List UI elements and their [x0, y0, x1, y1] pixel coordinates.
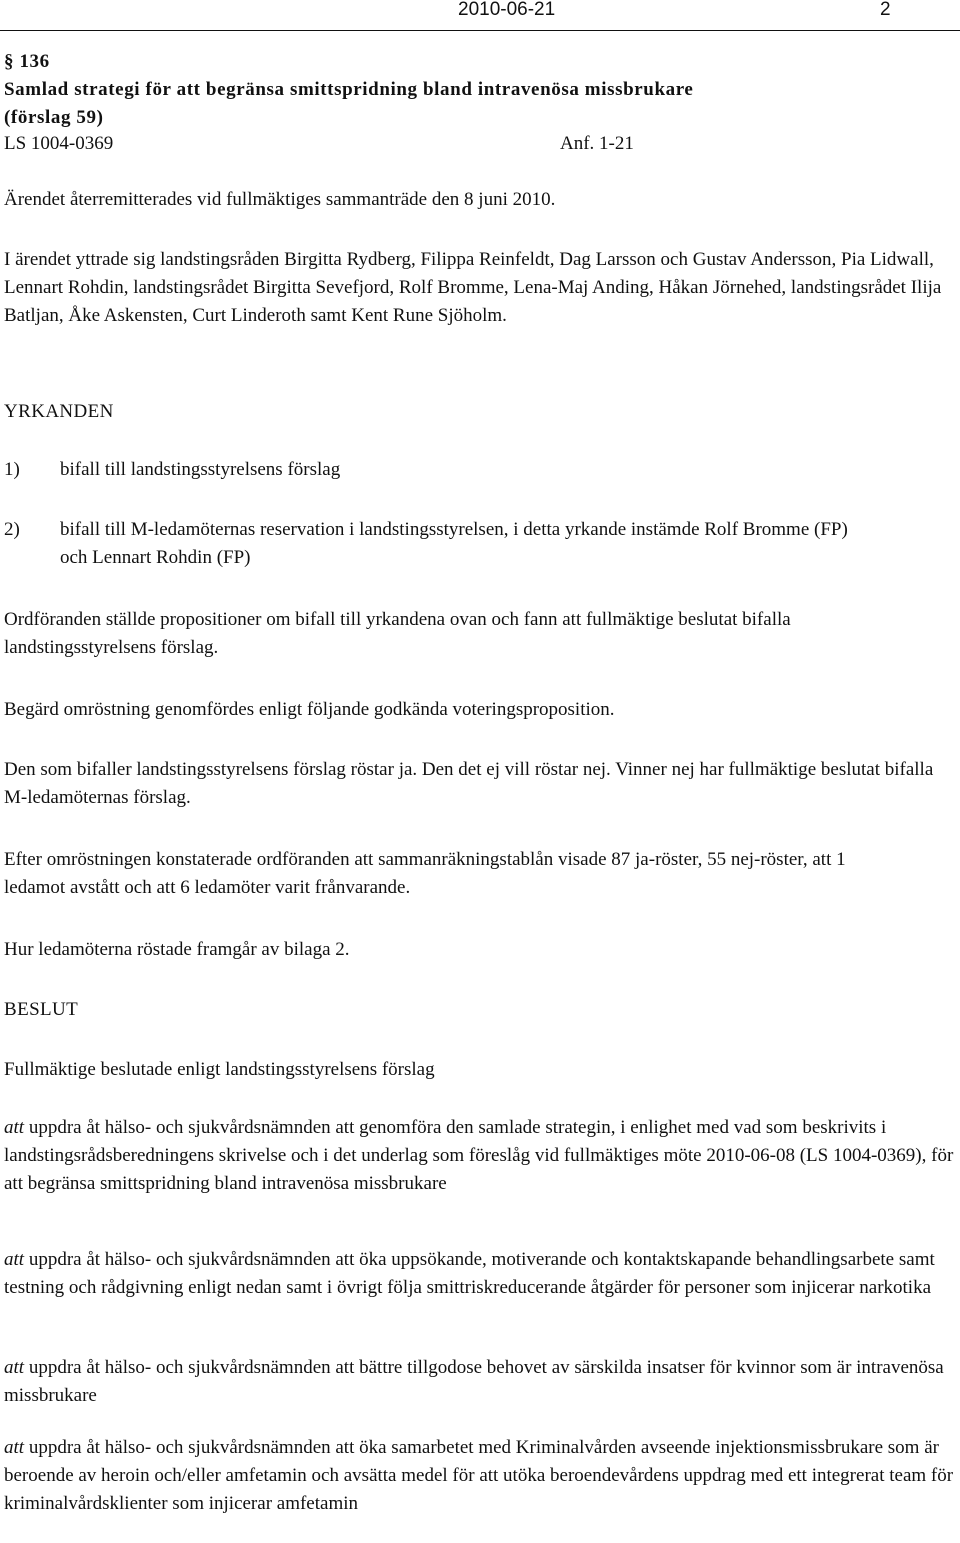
header-divider	[0, 30, 960, 31]
att-keyword: att	[4, 1437, 25, 1458]
voting-proposition-paragraph: Den som bifaller landstingsstyrelsens förslag röstar ja. Den det ej vill röstar nej. Vinner nej har fullmäktige beslutat bifalla M-ledamöternas förslag.	[4, 759, 934, 808]
decision-item	[4, 1114, 954, 1198]
att-keyword: att	[4, 1249, 25, 1270]
chair-paragraph: Ordföranden ställde propositioner om bifall till yrkandena ovan och fann att fullmäktige beslutat bifalla landstingsstyrelsens förslag.	[4, 609, 791, 658]
decision-item	[4, 1246, 954, 1302]
decision-text: uppdra åt hälso- och sjukvårdsnämnden att bättre tillgodose behovet av särskilda insatser för kvinnor som är intravenösa missbrukare	[4, 1357, 944, 1406]
speakers-paragraph: I ärendet yttrade sig landstingsråden Birgitta Rydberg, Filippa Reinfeldt, Dag Larsson och Gustav Andersson, Pia Lidwall, Lennart Rohdin, landstingsrådet Birgitta Sevefjord, Rolf Bromme, Lena-Maj Anding, Håkan Jörnehed, landstingsrådet Ilija Batljan, Åke Askensten, Curt Linderoth samt Kent Rune Sjöholm.	[4, 249, 942, 326]
item-number: 2)	[4, 519, 20, 540]
att-keyword: att	[4, 1357, 25, 1378]
case-reference: LS 1004-0369	[4, 133, 114, 154]
decision-item	[4, 1434, 954, 1518]
reference-row	[4, 130, 954, 158]
header-date: 2010-06-21	[458, 0, 556, 20]
item-text: bifall till landstingsstyrelsens förslag	[60, 459, 341, 480]
section-number: § 136	[4, 51, 50, 72]
appendix-paragraph: Hur ledamöterna röstade framgår av bilaga 2.	[4, 939, 350, 960]
decision-text: uppdra åt hälso- och sjukvårdsnämnden att öka samarbetet med Kriminalvården avseende injektionsmissbrukare som är beroende av heroin och/eller amfetamin och avsätta medel för att utöka beroendevårdens uppdrag med ett integrerat team för kriminalvårdsklienter som injicerar amfetamin	[4, 1437, 954, 1514]
decision-item	[4, 1354, 949, 1410]
beslut-heading: BESLUT	[4, 999, 79, 1020]
item-text: bifall till M-ledamöternas reservation i landstingsstyrelsen, i detta yrkande instämde Rolf Bromme (FP) och Lennart Rohdin (FP)	[60, 519, 848, 568]
page-header	[0, 0, 960, 24]
section-title: Samlad strategi för att begränsa smittspridning bland intravenösa missbrukare	[4, 79, 694, 100]
remitted-paragraph: Ärendet återremitterades vid fullmäktiges sammanträde den 8 juni 2010.	[4, 189, 556, 210]
decision-text: uppdra åt hälso- och sjukvårdsnämnden att genomföra den samlade strategin, i enlighet med vad som beskrivits i landstingsrådsberedningens skrivelse och i det underlag som föreslåg vid fullmäktiges möte 2010-06-08 (LS 1004-0369), för att begränsa smittspridning bland intravenösa missbrukare	[4, 1117, 954, 1194]
att-keyword: att	[4, 1117, 25, 1138]
section-title-proposal: (förslag 59)	[4, 107, 104, 128]
attachment-reference: Anf. 1-21	[560, 133, 634, 154]
decision-intro: Fullmäktige beslutade enligt landstingsstyrelsens förslag	[4, 1059, 435, 1080]
vote-result-paragraph: Efter omröstningen konstaterade ordföranden att sammanräkningstablån visade 87 ja-röster, 55 nej-röster, att 1 ledamot avstått och att 6 ledamöter varit frånvarande.	[4, 849, 846, 898]
decision-text: uppdra åt hälso- och sjukvårdsnämnden att öka uppsökande, motiverande och kontaktskapande behandlingsarbete samt testning och rådgivning enligt nedan samt i övrigt följa smittriskreducerande åtgärder för personer som injicerar narkotika	[4, 1249, 935, 1298]
vote-request-paragraph: Begärd omröstning genomfördes enligt följande godkända voteringsproposition.	[4, 699, 615, 720]
item-number: 1)	[4, 459, 20, 480]
page-number: 2	[880, 0, 891, 20]
yrkanden-heading: YRKANDEN	[4, 401, 114, 422]
